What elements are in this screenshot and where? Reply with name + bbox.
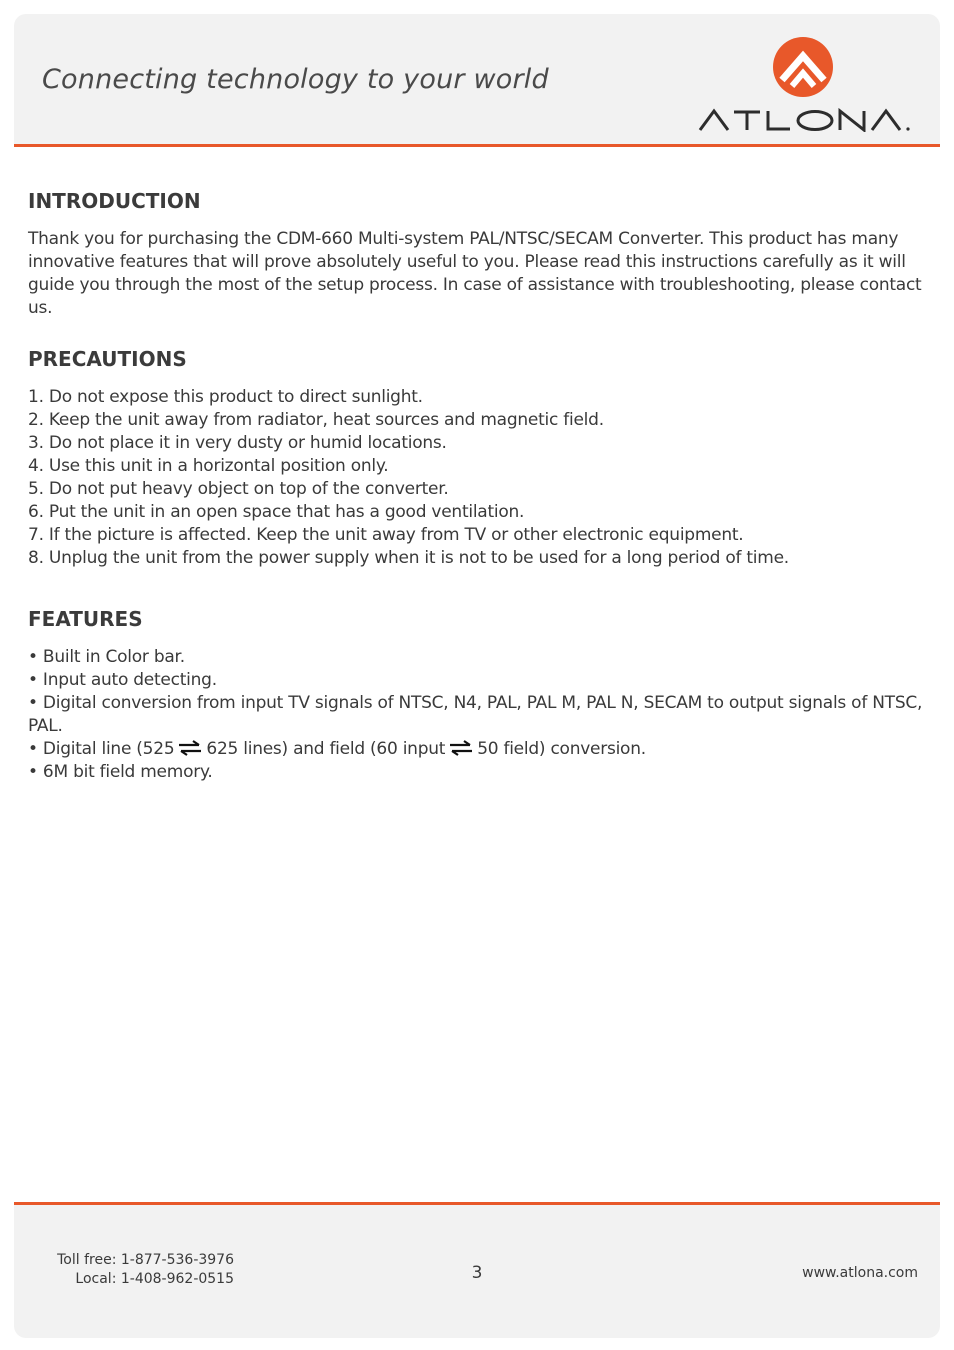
features-list <box>28 646 924 784</box>
page-footer <box>14 1202 940 1338</box>
feature-text: 50 field) conversion. <box>477 739 646 759</box>
page-header <box>14 14 940 147</box>
website-link[interactable]: www.atlona.com <box>802 1265 918 1281</box>
feature-text: 625 lines) and field (60 input <box>206 739 446 759</box>
atlona-wordmark <box>698 108 924 132</box>
precautions-heading: PRECAUTIONS <box>28 347 187 371</box>
page-number: 3 <box>471 1263 483 1283</box>
feature-text: • Digital line (525 <box>28 739 175 759</box>
toll-free-number: Toll free: 1-877-536-3976 <box>57 1252 234 1268</box>
features-section <box>28 604 924 784</box>
list-item: 4. Use this unit in a horizontal position only. <box>28 456 389 476</box>
exchange-arrows-icon <box>449 740 473 756</box>
list-item: 3. Do not place it in very dusty or humid locations. <box>28 433 447 453</box>
header-tagline: Connecting technology to your world <box>42 64 549 95</box>
list-item: 7. If the picture is affected. Keep the unit away from TV or other electronic equipment. <box>28 525 744 545</box>
list-item: 1. Do not expose this product to direct sunlight. <box>28 387 423 407</box>
list-item: • 6M bit field memory. <box>28 762 213 782</box>
list-item: 5. Do not put heavy object on top of the converter. <box>28 479 449 499</box>
introduction-heading: INTRODUCTION <box>28 189 201 213</box>
atlona-logo-icon <box>772 36 834 98</box>
list-item <box>28 738 924 761</box>
introduction-section <box>28 186 924 320</box>
list-item: 6. Put the unit in an open space that has a good ventilation. <box>28 502 525 522</box>
list-item: • Digital conversion from input TV signals of NTSC, N4, PAL, PAL M, PAL N, SECAM to output signals of NTSC, PAL. <box>28 693 923 736</box>
main-content <box>28 186 924 784</box>
list-item: • Built in Color bar. <box>28 647 185 667</box>
precautions-section <box>28 344 924 570</box>
precautions-list <box>28 386 924 570</box>
introduction-body: Thank you for purchasing the CDM-660 Multi-system PAL/NTSC/SECAM Converter. This product has many innovative features that will prove absolutely useful to you. Please read this instructions carefully as it will guide you through the most of the setup process. In case of assistance with troubleshooting, please contact us. <box>28 229 922 318</box>
local-number: Local: 1-408-962-0515 <box>75 1271 234 1287</box>
list-item: 8. Unplug the unit from the power supply when it is not to be used for a long period of time. <box>28 548 789 568</box>
list-item: • Input auto detecting. <box>28 670 217 690</box>
exchange-arrows-icon <box>178 740 202 756</box>
list-item: 2. Keep the unit away from radiator, heat sources and magnetic field. <box>28 410 604 430</box>
features-heading: FEATURES <box>28 607 143 631</box>
